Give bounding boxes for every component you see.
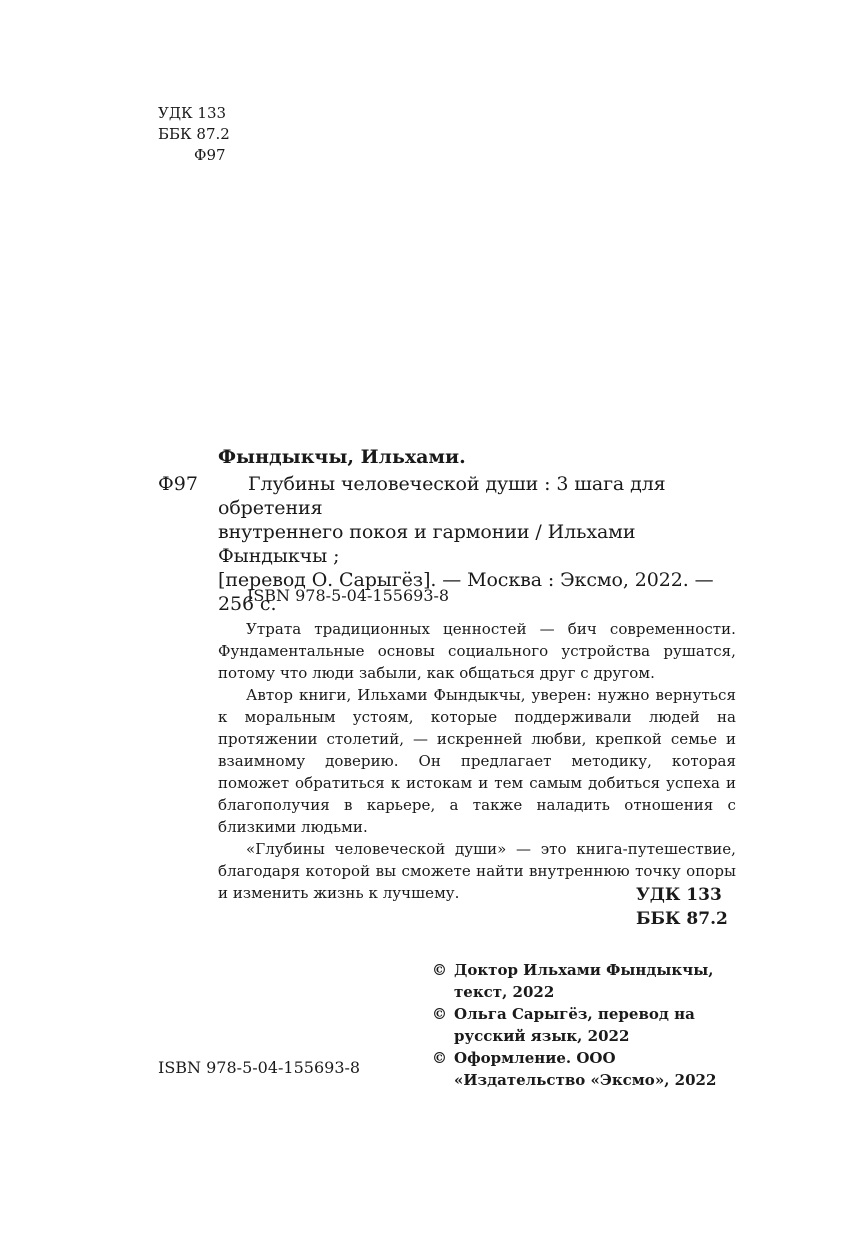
annotation-paragraph: «Глубины человеческой души» — это книга-путешествие, благодаря которой вы сможете найти внутреннюю точку опоры и изменить жизнь к лучшему. [218, 840, 736, 902]
description-line: внутреннего покоя и гармонии / Ильхами Фындыкчы ; [218, 521, 636, 567]
copyright-sign: © [432, 1005, 447, 1023]
description-line: 256 с. [218, 593, 277, 615]
bottom-classification-codes [636, 883, 728, 931]
copyright-text: Оформление. ООО «Издательство «Эксмо», 2022 [454, 1049, 717, 1089]
cutter-code: Ф97 [194, 146, 226, 164]
annotation [218, 618, 736, 904]
udk-code: УДК 133 [158, 104, 227, 122]
udk-code-bold: УДК 133 [636, 885, 722, 905]
description-line: Глубины человеческой души : 3 шага для обретения [218, 473, 666, 519]
isbn-bottom: ISBN 978-5-04-155693-8 [158, 1058, 361, 1077]
copyright-item [432, 1003, 737, 1047]
author-heading: Фындыкчы, Ильхами. [218, 446, 466, 468]
copyright-text: Доктор Ильхами Фындыкчы, текст, 2022 [454, 961, 714, 1001]
copyright-text: Ольга Сарыгёз, перевод на русский язык, 2022 [454, 1005, 695, 1045]
record-cutter-code: Ф97 [158, 473, 198, 495]
copyright-sign: © [432, 1049, 447, 1067]
top-classification-codes [158, 103, 230, 166]
bbk-code: ББК 87.2 [158, 125, 230, 143]
copyright-item [432, 1047, 737, 1091]
bbk-code-bold: ББК 87.2 [636, 909, 728, 929]
copyright-block [432, 959, 737, 1091]
copyright-item [432, 959, 737, 1003]
record-isbn: ISBN 978-5-04-155693-8 [247, 586, 450, 605]
description-line: [перевод О. Сарыгёз]. — Москва : Эксмо, 2022. — [218, 569, 714, 591]
annotation-paragraph: Автор книги, Ильхами Фындыкчы, уверен: нужно вернуться к моральным устоям, которые поддерживали людей на протяжении столетий, — искренней любви, крепкой семье и взаимному доверию. Он предлагает методику, которая поможет обратиться к истокам и тем самым добиться успеха и благополучия в карьере, а также наладить отношения с близкими людьми. [218, 686, 736, 836]
annotation-paragraph: Утрата традиционных ценностей — бич современности. Фундаментальные основы социального устройства рушатся, потому что люди забыли, как общаться друг с другом. [218, 620, 736, 682]
copyright-sign: © [432, 961, 447, 979]
